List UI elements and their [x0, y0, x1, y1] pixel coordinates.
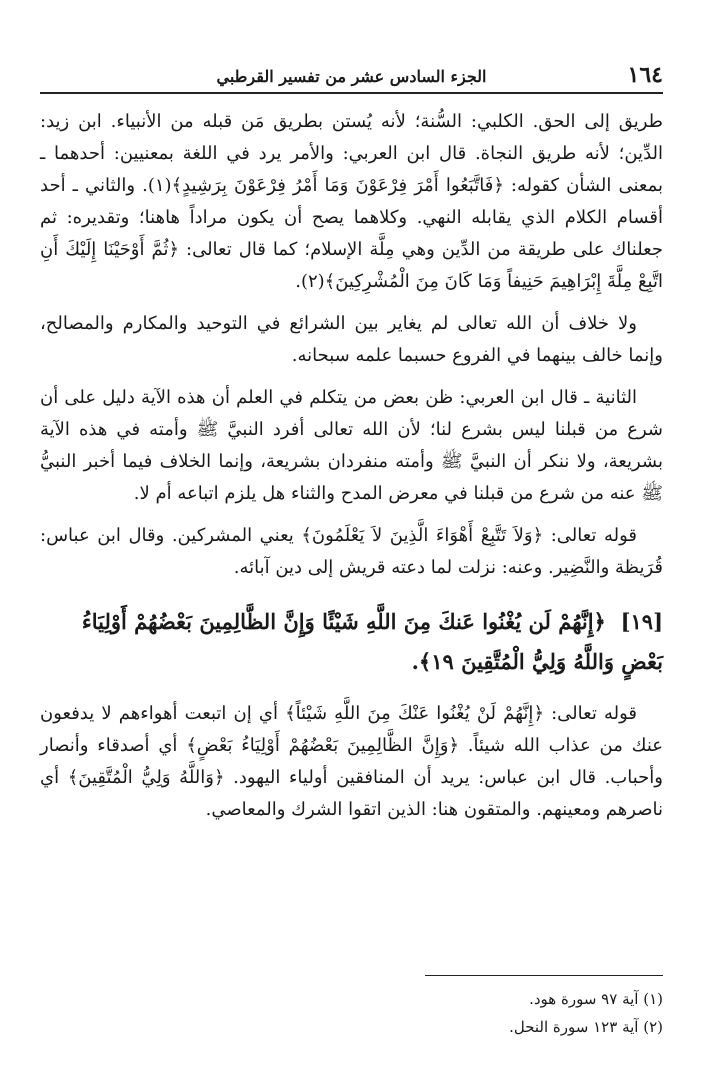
quran-verse-block — [40, 602, 663, 682]
paragraph: قوله تعالى: ﴿إِنَّهُمْ لَنْ يُغْنُوا عَنْكَ مِنَ اللَّهِ شَيْئاً﴾ أي إن اتبعت أهواءهم لا يدفعون عنك من عذاب الله شيئاً. ﴿وَإِنَّ الظَّالِمِينَ بَعْضُهُمْ أَوْلِيَاءُ بَعْضٍ﴾ أي أصدقاء وأنصار وأحباب. قال ابن عباس: يريد أن المنافقين أولياء اليهود. ﴿وَاللَّهُ وَلِيُّ الْمُتَّقِينَ﴾ أي ناصرهم ومعينهم. والمتقون هنا: الذين اتقوا الشرك والمعاصي. — [40, 703, 663, 820]
paragraph: ولا خلاف أن الله تعالى لم يغاير بين الشرائع في التوحيد والمكارم والمصالح، وإنما خالف بينهما في الفروع حسبما علمه سبحانه. — [40, 313, 663, 366]
footnotes — [40, 985, 663, 1041]
paragraph: طريق إلى الحق. الكلبي: السُّنة؛ لأنه يُستن بطريق مَن قبله من الأنبياء. ابن زيد: الدِّين؛ لأنه طريق النجاة. قال ابن العربي: والأمر يرد في اللغة بمعنيين: أحدهما ـ بمعنى الشأن كقوله: ﴿فَاتَّبَعُوا أَمْرَ فِرْعَوْنَ وَمَا أَمْرُ فِرْعَوْنَ بِرَشِيدٍ﴾(١). والثاني ـ أحد أقسام الكلام الذي يقابله النهي. وكلاهما يصح أن يكون مراداً هاهنا؛ وتقديره: ثم جعلناك على طريقة من الدِّين وهي مِلَّة الإسلام؛ كما قال تعالى: ﴿ثُمَّ أَوْحَيْنَا إِلَيْكَ أَنِ اتَّبِعْ مِلَّةَ إِبْرَاهِيمَ حَنِيفاً وَمَا كَانَ مِنَ الْمُشْرِكِينَ﴾(٢). — [40, 111, 663, 292]
footnote: (٢) آية ١٢٣ سورة النحل. — [509, 1018, 663, 1036]
paragraph: الثانية ـ قال ابن العربي: ظن بعض من يتكلم في العلم أن هذه الآية دليل على أن شرع من قبلنا ليس بشرع لنا؛ لأن الله تعالى أفرد النبيَّ ﷺ وأمته في هذه الآية بشريعة، ولا ننكر أن النبيَّ ﷺ وأمته منفردان بشريعة، وإنما الخلاف فيما أخبر النبيُّ ﷺ عنه من شرع من قبلنا في معرض المدح والثناء هل يلزم اتباعه أم لا. — [40, 387, 663, 504]
verse-number: [١٩] — [620, 609, 663, 634]
header-rule — [40, 92, 663, 94]
footnote: (١) آية ٩٧ سورة هود. — [529, 990, 663, 1008]
verse-text: ﴿إِنَّهُمْ لَن يُغْنُوا عَنكَ مِنَ اللَّهِ شَيْئًا وَإِنَّ الظَّالِمِينَ بَعْضُهُمْ أَوْلِيَاءُ بَعْضٍ وَاللَّهُ وَلِيُّ الْمُتَّقِينَ ١٩﴾. — [81, 609, 663, 674]
page-number: ١٦٤ — [627, 62, 663, 88]
page-header — [40, 62, 663, 92]
page-body — [40, 100, 663, 826]
paragraph: قوله تعالى: ﴿وَلاَ تَتَّبِعْ أَهْوَاءَ الَّذِينَ لاَ يَعْلَمُونَ﴾ يعني المشركين. وقال ابن عباس: قُرَيظة والنَّضِير. وعنه: نزلت لما دعته قريش إلى دين آبائه. — [40, 525, 663, 578]
running-title: الجزء السادس عشر من تفسير القرطبي — [216, 67, 487, 86]
footnote-rule — [425, 975, 663, 976]
